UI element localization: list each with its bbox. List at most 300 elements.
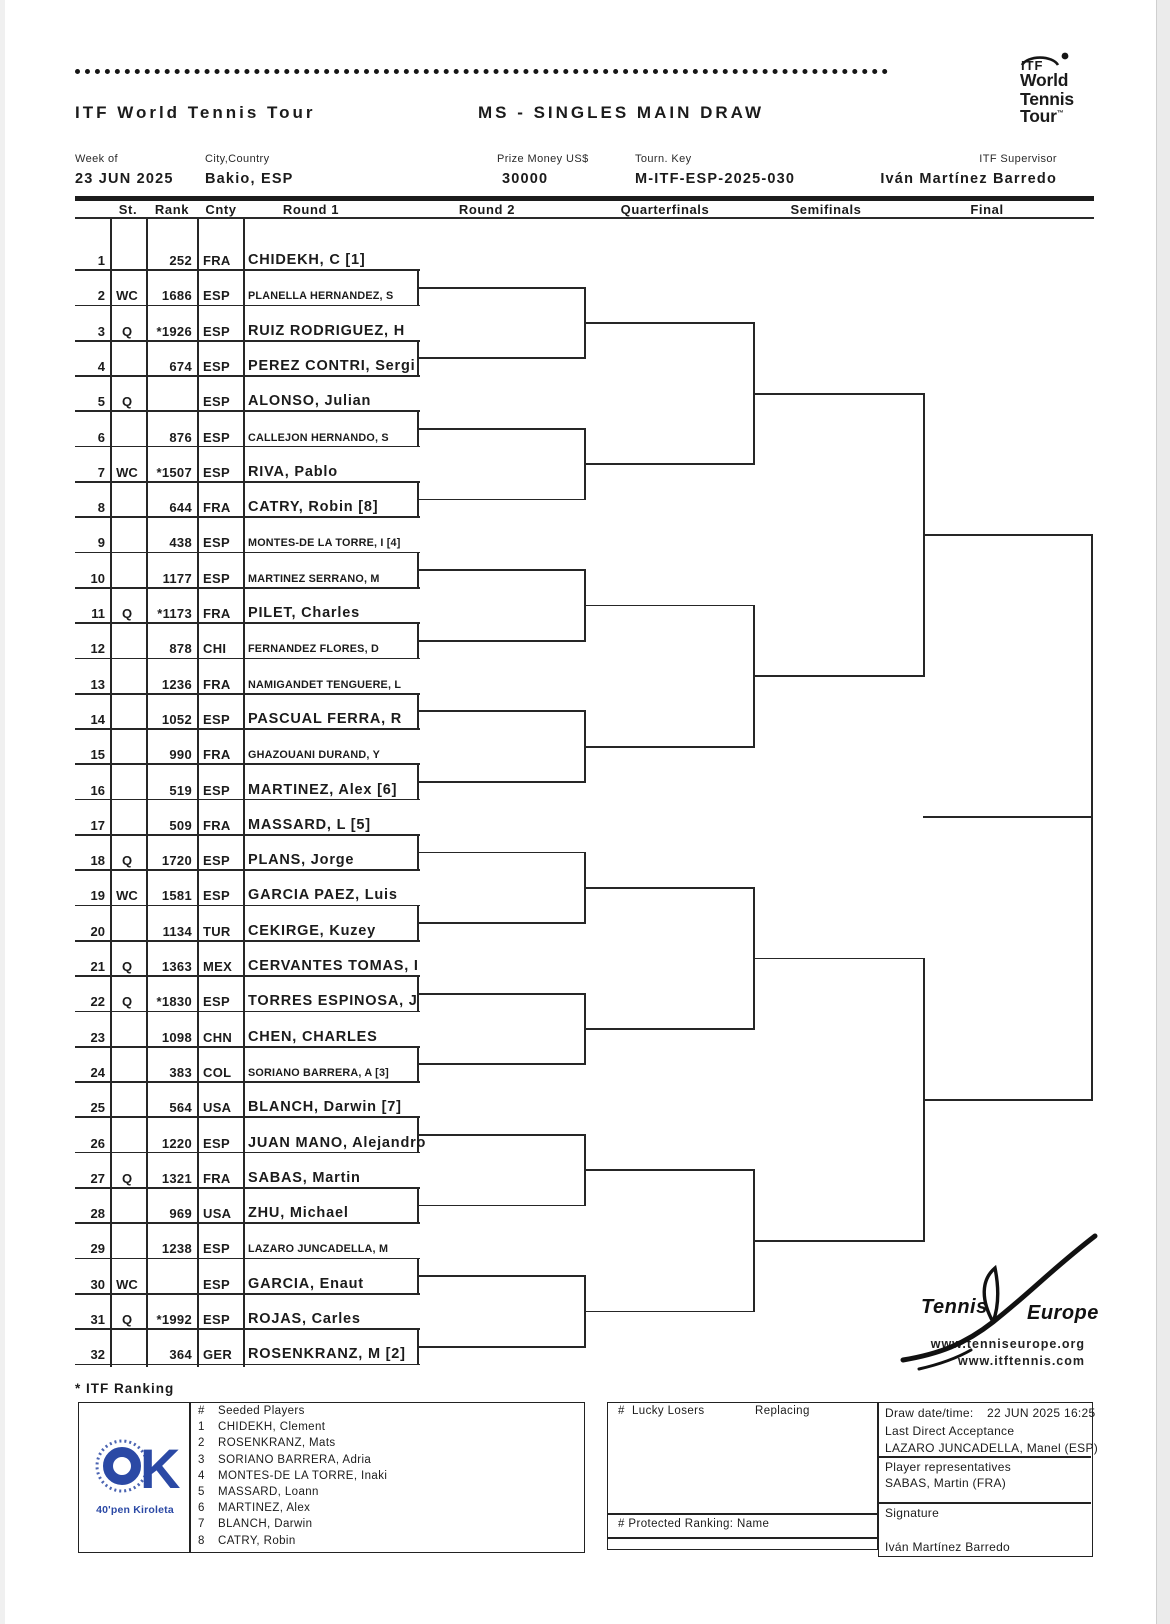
champion-line [923,816,1093,818]
draw-row [0,848,430,868]
player-underline [75,587,420,589]
ok-kiroleta-logo [92,1428,196,1502]
row-number: 4 [97,358,105,374]
city-value: Bakio, ESP [205,171,294,187]
supervisor-label: ITF Supervisor [979,153,1057,165]
winner-line [753,393,925,395]
header-thin-rule [75,217,1094,219]
itf-logo-tour: Tour™ [1020,106,1064,126]
row-rank: 1177 [162,570,192,586]
row-status: Q [121,853,133,869]
row-rank: 1134 [162,923,192,939]
winner-line [584,322,755,324]
prize-label: Prize Money US$ [497,153,589,165]
player-underline [75,658,420,660]
player-underline [75,1187,420,1189]
winner-line [923,1099,1093,1101]
row-country: USA [203,1100,232,1116]
row-number: 21 [90,959,105,974]
player-underline [75,763,420,765]
player-underline [75,940,420,942]
col-header-final: Final [970,202,1004,217]
row-status: Q [121,394,133,410]
row-player-name: CHIDEKH, C [1] [248,252,366,268]
row-country: TUR [203,923,231,939]
player-underline [75,1364,420,1366]
row-player-name: CEKIRGE, Kuzey [248,922,377,939]
row-rank: 438 [169,535,192,551]
row-number: 13 [90,676,105,692]
row-country: ESP [203,711,230,727]
winner-line [417,852,586,854]
seed-name: Seeded Players [218,1405,305,1417]
itf-ranking-note: * ITF Ranking [75,1381,175,1396]
row-player-name: RIVA, Pablo [248,463,338,480]
row-country: FRA [203,500,231,516]
draw-row [0,1201,430,1221]
draw-row [0,636,430,656]
row-rank: 876 [169,429,192,445]
row-player-name: CERVANTES TOMAS, I [248,958,419,974]
row-country: CHI [203,641,227,657]
protected-ranking-bottom-rule [607,1537,878,1539]
player-underline [75,834,420,836]
winner-line [417,499,586,501]
draw-row [0,530,430,550]
seeded-player-item [198,1502,578,1518]
row-player-name: GARCIA, Enaut [248,1275,364,1292]
row-rank: 1581 [161,888,192,904]
winner-line [417,357,586,359]
row-rank: *1830 [156,994,192,1010]
player-underline [75,728,420,730]
officials-separator-1 [878,1456,1091,1458]
row-country: ESP [203,464,230,480]
player-underline [75,1152,420,1154]
player-underline [75,869,420,871]
row-number: 9 [97,535,105,551]
row-rank: *1926 [156,323,192,339]
row-number: 1 [97,253,105,268]
row-player-name: ALONSO, Julian [248,393,372,410]
draw-row [0,1060,430,1080]
row-player-name: PLANS, Jorge [248,852,355,869]
row-player-name: LAZARO JUNCADELLA, M [248,1243,389,1256]
player-underline [75,1046,420,1048]
website-itftennis: www.itftennis.com [958,1353,1085,1368]
row-country: ESP [203,1276,230,1292]
row-rank: *1992 [156,1312,192,1327]
row-country: MEX [203,959,233,974]
row-player-name: RUIZ RODRIGUEZ, H [248,322,405,339]
row-number: 30 [90,1276,105,1292]
draw-row [0,742,430,762]
row-country: FRA [203,606,231,621]
row-status: WC [116,288,138,304]
player-underline [75,799,420,801]
winner-line [584,605,755,607]
row-country: ESP [203,429,230,445]
winner-line [417,1134,586,1136]
row-number: 31 [90,1312,105,1327]
tennis-europe-logo [893,1228,1103,1378]
row-number: 29 [90,1241,105,1257]
player-underline [75,1116,420,1118]
row-status: Q [121,606,133,621]
draw-row [0,389,430,409]
row-rank: 969 [169,1206,192,1222]
player-underline [75,975,420,977]
draw-row [0,989,430,1009]
row-number: 2 [97,288,105,304]
itf-logo-tennis: Tennis [1020,89,1074,109]
tour-label: ITF World Tennis Tour [75,103,316,122]
row-number: 23 [90,1029,105,1045]
seed-name: MASSARD, Loann [218,1486,319,1498]
draw-row [0,248,430,268]
row-status: WC [116,888,138,904]
officials-separator-2 [878,1502,1091,1504]
draw-row [0,601,430,621]
row-number: 25 [90,1100,105,1116]
player-underline [75,1293,420,1295]
row-country: ESP [203,570,230,586]
seeded-players-header [198,1405,578,1421]
row-rank: 519 [169,782,192,798]
row-player-name: MARTINEZ, Alex [6] [248,781,398,798]
winner-line [417,428,586,430]
row-number: 3 [97,323,105,339]
winner-line [584,746,755,748]
seed-name: ROSENKRANZ, Mats [218,1437,336,1450]
row-number: 14 [90,711,105,727]
last-direct-acceptance-label: Last Direct Acceptance [885,1424,1015,1438]
row-status: Q [121,959,133,974]
draw-row [0,954,430,974]
row-rank: 878 [169,641,192,657]
draw-row [0,425,430,445]
row-country: FRA [203,253,231,268]
row-rank: 364 [169,1347,192,1363]
lucky-losers-replacing: Replacing [755,1405,810,1417]
row-rank: 1220 [161,1135,192,1151]
seed-name: MARTINEZ, Alex [218,1502,311,1515]
col-header-rank: Rank [154,202,190,217]
page-right-edge [1156,0,1170,1624]
draw-row [0,919,430,939]
row-country: FRA [203,747,231,763]
svg-text:K: K [140,1437,181,1500]
row-rank: 644 [169,500,192,516]
row-player-name: PILET, Charles [248,605,360,621]
row-country: COL [203,1064,232,1080]
city-label: City,Country [205,153,270,165]
row-country: ESP [203,1135,230,1151]
row-player-name: GHAZOUANI DURAND, Y [248,749,380,762]
row-country: ESP [203,535,230,551]
row-rank: 1686 [161,288,192,304]
row-status: Q [121,323,133,339]
itf-world-tennis-tour-logo [1018,50,1103,132]
row-player-name: FERNANDEZ FLORES, D [248,643,379,656]
winner-line [753,958,925,960]
player-underline [75,1011,420,1013]
seed-number: # [198,1405,205,1417]
row-number: 5 [97,394,105,410]
row-player-name: GARCIA PAEZ, Luis [248,887,398,904]
draw-row [0,778,430,798]
row-player-name: MARTINEZ SERRANO, M [248,572,380,585]
winner-line [584,1169,755,1171]
row-rank: 674 [169,358,192,374]
row-player-name: SORIANO BARRERA, A [3] [248,1066,389,1079]
row-country: ESP [203,1312,230,1327]
row-rank: 1238 [161,1241,192,1257]
row-country: ESP [203,394,230,410]
winner-line [584,1311,755,1313]
header-thick-rule [75,196,1094,201]
winner-line [923,534,1093,536]
row-player-name: JUAN MANO, Alejandro [248,1134,427,1151]
player-underline [75,693,420,695]
seed-name: SORIANO BARRERA, Adria [218,1453,372,1466]
draw-row [0,1025,430,1045]
row-player-name: ROJAS, Carles [248,1311,361,1327]
row-status: WC [116,1276,138,1292]
player-representatives-value: SABAS, Martin (FRA) [885,1476,1007,1490]
row-player-name: ZHU, Michael [248,1205,349,1222]
draw-row [0,460,430,480]
row-country: ESP [203,1241,230,1257]
row-country: ESP [203,782,230,798]
seeded-player-item [198,1535,578,1551]
seeded-player-item [198,1454,578,1470]
row-rank: 383 [169,1064,192,1080]
player-underline [75,375,420,377]
protected-ranking-label: # Protected Ranking: Name [618,1518,770,1530]
row-country: ESP [203,358,230,374]
seed-number: 5 [198,1486,205,1498]
seeded-player-item [198,1486,578,1502]
row-player-name: CATRY, Robin [8] [248,499,379,516]
tennis-europe-right-text: Europe [1027,1302,1099,1324]
draw-row [0,1131,430,1151]
row-status: Q [121,994,133,1010]
player-underline [75,446,420,448]
row-rank: *1173 [157,606,192,621]
seed-number: 2 [198,1437,205,1450]
winner-line [584,1028,755,1030]
seed-number: 4 [198,1469,205,1482]
player-underline [75,1081,420,1083]
row-rank: 1363 [161,959,192,974]
row-country: USA [203,1206,232,1222]
col-header-semifinals: Semifinals [790,202,862,217]
row-number: 8 [97,500,105,516]
player-underline [75,269,420,271]
draw-row [0,883,430,903]
row-number: 17 [90,817,105,833]
winner-line [753,675,925,677]
seed-number: 6 [198,1502,205,1515]
draw-row [0,813,430,833]
draw-row [0,1342,430,1362]
last-direct-acceptance-value: LAZARO JUNCADELLA, Manel (ESP) [885,1441,1099,1455]
dotted-rule [75,69,888,74]
row-country: FRA [203,817,231,833]
row-number: 16 [90,782,105,798]
row-number: 32 [90,1347,105,1363]
row-rank: 990 [169,747,192,763]
week-of-value: 23 JUN 2025 [75,171,174,187]
draw-row [0,1272,430,1292]
week-of-label: Week of [75,153,118,165]
row-player-name: ROSENKRANZ, M [2] [248,1346,406,1363]
draw-row [0,672,430,692]
seed-name: MONTES-DE LA TORRE, Inaki [218,1469,388,1482]
row-player-name: PEREZ CONTRI, Sergi [248,357,416,374]
winner-line [584,463,755,465]
draw-row [0,1095,430,1115]
row-status: WC [116,464,138,480]
draw-date-label: Draw date/time: [885,1406,974,1420]
draw-row [0,495,430,515]
row-number: 6 [97,429,105,445]
row-rank: *1507 [156,464,192,480]
col-header-round1: Round 1 [282,202,340,217]
row-country: FRA [203,1170,231,1186]
ok-logo-caption: 40'pen Kiroleta [96,1504,174,1516]
player-underline [75,1222,420,1224]
col-header-cnty: Cnty [205,202,237,217]
signature-name: Iván Martínez Barredo [885,1540,1011,1554]
row-number: 10 [90,570,105,586]
player-underline [75,340,420,342]
draw-row [0,707,430,727]
row-rank: 1321 [161,1170,192,1186]
seed-number: 3 [198,1453,205,1466]
seed-name: CATRY, Robin [218,1534,296,1547]
draw-row [0,283,430,303]
seed-name: BLANCH, Darwin [218,1518,313,1531]
player-underline [75,622,420,624]
col-header-quarterfinals: Quarterfinals [620,202,710,217]
row-player-name: NAMIGANDET TENGUERE, L [248,678,402,691]
row-number: 18 [90,853,105,869]
row-number: 12 [90,641,105,657]
player-underline [75,905,420,907]
seed-number: 1 [198,1421,205,1434]
player-underline [75,516,420,518]
row-country: ESP [203,853,230,869]
signature-label: Signature [885,1506,940,1520]
row-player-name: BLANCH, Darwin [7] [248,1099,402,1116]
player-underline [75,1258,420,1260]
page-title: MS - SINGLES MAIN DRAW [477,103,765,122]
player-underline [75,305,420,307]
row-status: Q [121,1312,133,1327]
protected-ranking-top-rule [607,1513,878,1515]
row-number: 26 [90,1135,105,1151]
website-tenniseurope: www.tenniseurope.org [930,1337,1085,1351]
tourn-key-value: M-ITF-ESP-2025-030 [635,171,796,187]
player-underline [75,552,420,554]
seed-number: 7 [198,1518,205,1531]
winner-line [417,1275,586,1277]
row-country: ESP [203,288,230,304]
supervisor-value: Iván Martínez Barredo [880,171,1057,187]
seeded-player-item [198,1421,578,1437]
row-rank: 1236 [161,676,192,692]
winner-line [417,1346,586,1348]
row-player-name: MASSARD, L [5] [248,816,371,833]
col-header-round2: Round 2 [458,202,516,217]
row-player-name: CHEN, CHARLES [248,1028,378,1045]
draw-row [0,1307,430,1327]
row-rank: 252 [169,253,192,268]
draw-row [0,1236,430,1256]
lucky-losers-header: # Lucky Losers [618,1405,705,1417]
winner-line [417,287,586,289]
row-country: GER [203,1347,233,1363]
tennis-europe-left-text: Tennis [921,1296,988,1318]
row-country: CHN [203,1029,233,1045]
col-header-st: St. [118,202,138,217]
row-player-name: SABAS, Martin [248,1169,361,1186]
draw-row [0,1166,430,1186]
itf-logo-itf: ITF [1021,58,1044,73]
row-country: ESP [203,323,230,339]
draw-date-value: 22 JUN 2025 16:25 [987,1406,1096,1420]
row-rank: 1720 [161,853,192,869]
winner-line [417,1063,586,1065]
row-country: FRA [203,676,231,692]
winner-line [417,993,586,995]
row-number: 22 [90,994,105,1010]
row-number: 15 [90,747,105,763]
seed-number: 8 [198,1534,205,1547]
winner-line [417,710,586,712]
row-number: 19 [90,888,105,904]
row-player-name: CALLEJON HERNANDO, S [248,431,389,444]
seed-name: CHIDEKH, Clement [218,1421,326,1434]
row-player-name: MONTES-DE LA TORRE, I [4] [248,537,401,550]
winner-line [417,569,586,571]
row-player-name: PASCUAL FERRA, R [248,710,403,727]
itf-logo-world: World [1020,70,1069,90]
winner-line [417,640,586,642]
player-underline [75,1328,420,1330]
row-rank: 1098 [161,1029,192,1045]
row-number: 11 [91,606,105,621]
winner-line [584,887,755,889]
row-player-name: TORRES ESPINOSA, J [248,993,418,1010]
row-rank: 1052 [161,711,192,727]
draw-row [0,354,430,374]
row-number: 24 [90,1064,105,1080]
winner-line [417,1205,586,1207]
prize-value: 30000 [502,171,549,187]
seeded-player-item [198,1437,578,1453]
player-representatives-label: Player representatives [885,1460,1011,1474]
row-number: 27 [90,1170,105,1186]
draw-row [0,566,430,586]
draw-row [0,319,430,339]
row-player-name: PLANELLA HERNANDEZ, S [248,290,394,303]
player-underline [75,410,420,412]
row-rank: 564 [169,1100,192,1116]
seeded-player-item [198,1470,578,1486]
